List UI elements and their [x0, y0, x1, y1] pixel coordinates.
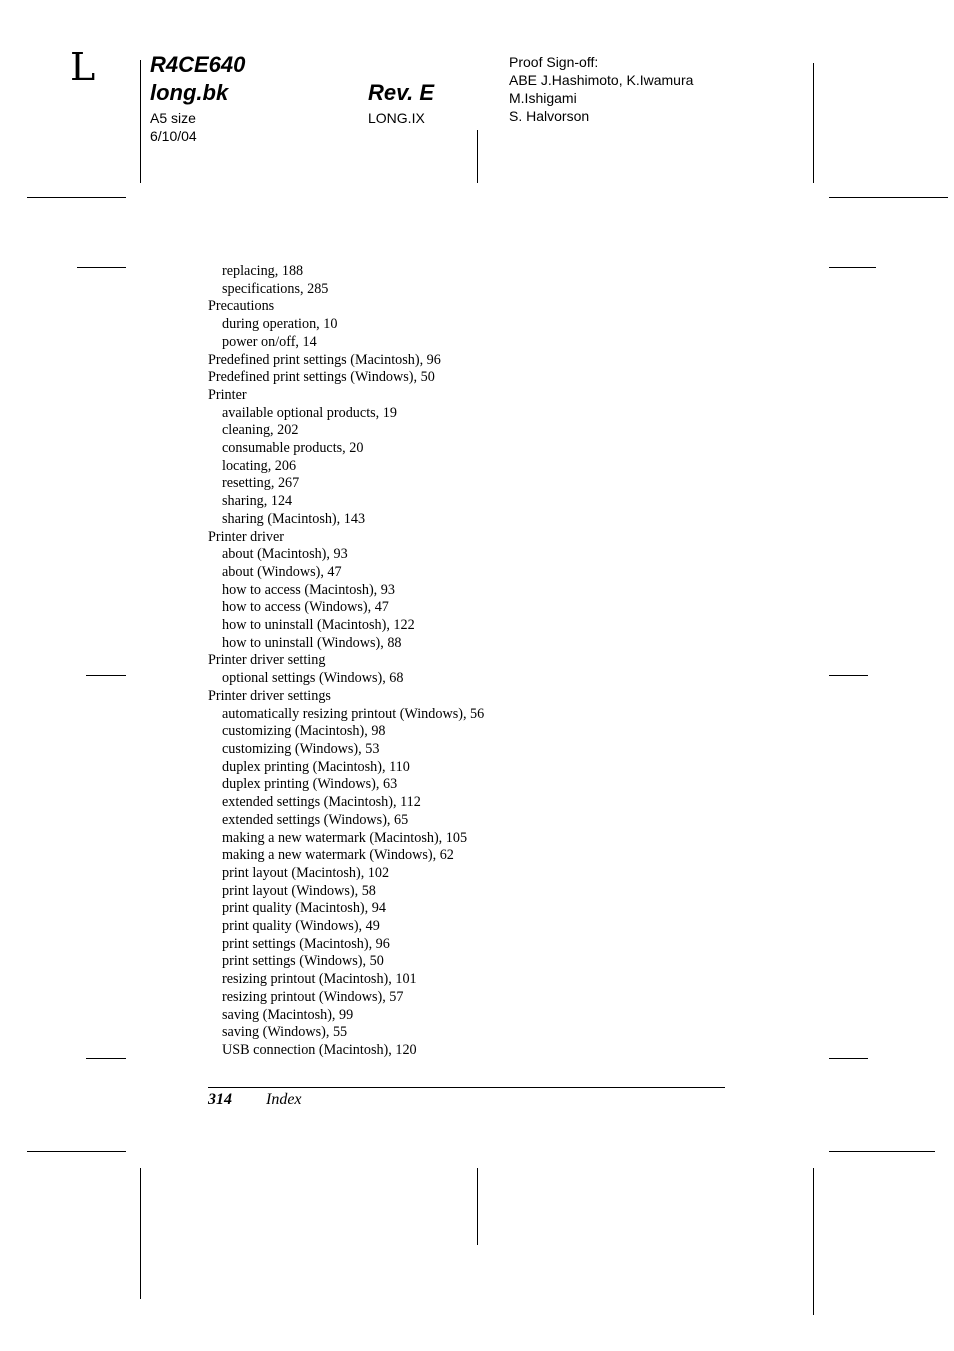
crop-mark-horizontal	[829, 267, 876, 268]
crop-mark-horizontal	[27, 1151, 126, 1152]
index-entry: Predefined print settings (Macintosh), 96	[208, 351, 441, 368]
footer-rule	[208, 1087, 725, 1088]
crop-mark-vertical	[813, 1168, 814, 1315]
index-subentry: saving (Macintosh), 99	[222, 1006, 354, 1023]
index-subentry: extended settings (Windows), 65	[222, 811, 409, 828]
index-subentry: power on/off, 14	[222, 333, 317, 350]
index-subentry: cleaning, 202	[222, 422, 299, 439]
index-entry: Printer driver	[208, 528, 285, 545]
index-subentry: customizing (Macintosh), 98	[222, 723, 386, 740]
index-subentry: extended settings (Macintosh), 112	[222, 794, 421, 811]
index-subentry: consumable products, 20	[222, 440, 364, 457]
index-subentry: how to access (Macintosh), 93	[222, 581, 395, 598]
index-subentry: print layout (Macintosh), 102	[222, 864, 390, 881]
crop-mark-horizontal	[829, 1058, 868, 1059]
index-subentry: making a new watermark (Windows), 62	[222, 847, 454, 864]
index-subentry: how to access (Windows), 47	[222, 599, 389, 616]
crop-mark-vertical	[140, 1168, 141, 1299]
index-subentry: duplex printing (Windows), 63	[222, 776, 398, 793]
index-subentry: duplex printing (Macintosh), 110	[222, 758, 410, 775]
index-entry: Precautions	[208, 298, 275, 315]
index-subentry: resizing printout (Windows), 57	[222, 988, 404, 1005]
crop-mark-horizontal	[829, 197, 948, 198]
index-subentry: replacing, 188	[222, 263, 304, 279]
crop-mark-vertical	[140, 60, 141, 183]
crop-mark-horizontal	[829, 1151, 935, 1152]
print-date: 6/10/04	[150, 128, 197, 144]
document-code: R4CE640	[150, 52, 246, 77]
index-subentry: automatically resizing printout (Windows), 56	[222, 705, 485, 722]
index-subentry: available optional products, 19	[222, 404, 397, 421]
index-subentry: specifications, 285	[222, 280, 329, 297]
index-subentry: resetting, 267	[222, 475, 300, 492]
signoff-line: M.Ishigami	[509, 90, 577, 106]
index-subentry: about (Windows), 47	[222, 563, 342, 580]
crop-mark-horizontal	[829, 675, 868, 676]
index-subentry: sharing, 124	[222, 493, 293, 510]
index-subentry: print quality (Windows), 49	[222, 918, 380, 935]
index-subentry: saving (Windows), 55	[222, 1024, 348, 1041]
index-subentry: print quality (Macintosh), 94	[222, 900, 386, 917]
revision-label: Rev. E	[368, 80, 435, 105]
section-name: Index	[266, 1091, 302, 1108]
crop-mark-horizontal	[86, 675, 126, 676]
index-subentry: print layout (Windows), 58	[222, 882, 376, 899]
index-subentry: locating, 206	[222, 457, 297, 474]
index-subentry: how to uninstall (Windows), 88	[222, 634, 402, 651]
index-entry: Predefined print settings (Windows), 50	[208, 369, 435, 386]
index-subentry: how to uninstall (Macintosh), 122	[222, 617, 415, 634]
index-list	[208, 263, 728, 1060]
index-subentry: print settings (Macintosh), 96	[222, 935, 390, 952]
index-entry: Printer driver setting	[208, 652, 326, 669]
index-subentry: making a new watermark (Macintosh), 105	[222, 829, 468, 846]
index-subentry: print settings (Windows), 50	[222, 953, 384, 970]
index-subentry: resizing printout (Macintosh), 101	[222, 971, 417, 988]
index-subentry: customizing (Windows), 53	[222, 740, 380, 757]
corner-letter: L	[70, 45, 96, 89]
index-subentry: optional settings (Windows), 68	[222, 670, 404, 687]
crop-mark-horizontal	[27, 197, 126, 198]
page-number: 314	[208, 1091, 232, 1108]
crop-mark-vertical	[477, 130, 478, 183]
index-entry: Printer	[208, 386, 247, 403]
paper-size: A5 size	[150, 110, 196, 126]
signoff-line: ABE J.Hashimoto, K.Iwamura	[509, 72, 694, 88]
index-subentry: USB connection (Macintosh), 120	[222, 1041, 417, 1058]
index-subentry: about (Macintosh), 93	[222, 546, 348, 563]
page-footer	[208, 1090, 302, 1110]
signoff-line: S. Halvorson	[509, 108, 590, 124]
crop-mark-horizontal	[86, 1058, 126, 1059]
proof-signoff	[509, 53, 693, 125]
index-subentry: during operation, 10	[222, 316, 338, 333]
book-file: long.bk	[150, 80, 229, 105]
file-name: LONG.IX	[368, 110, 425, 126]
crop-mark-vertical	[813, 63, 814, 183]
crop-mark-horizontal	[77, 267, 126, 268]
crop-mark-vertical	[477, 1168, 478, 1245]
index-subentry: sharing (Macintosh), 143	[222, 510, 366, 527]
index-entry: Printer driver settings	[208, 687, 331, 704]
signoff-line: Proof Sign-off:	[509, 54, 599, 70]
